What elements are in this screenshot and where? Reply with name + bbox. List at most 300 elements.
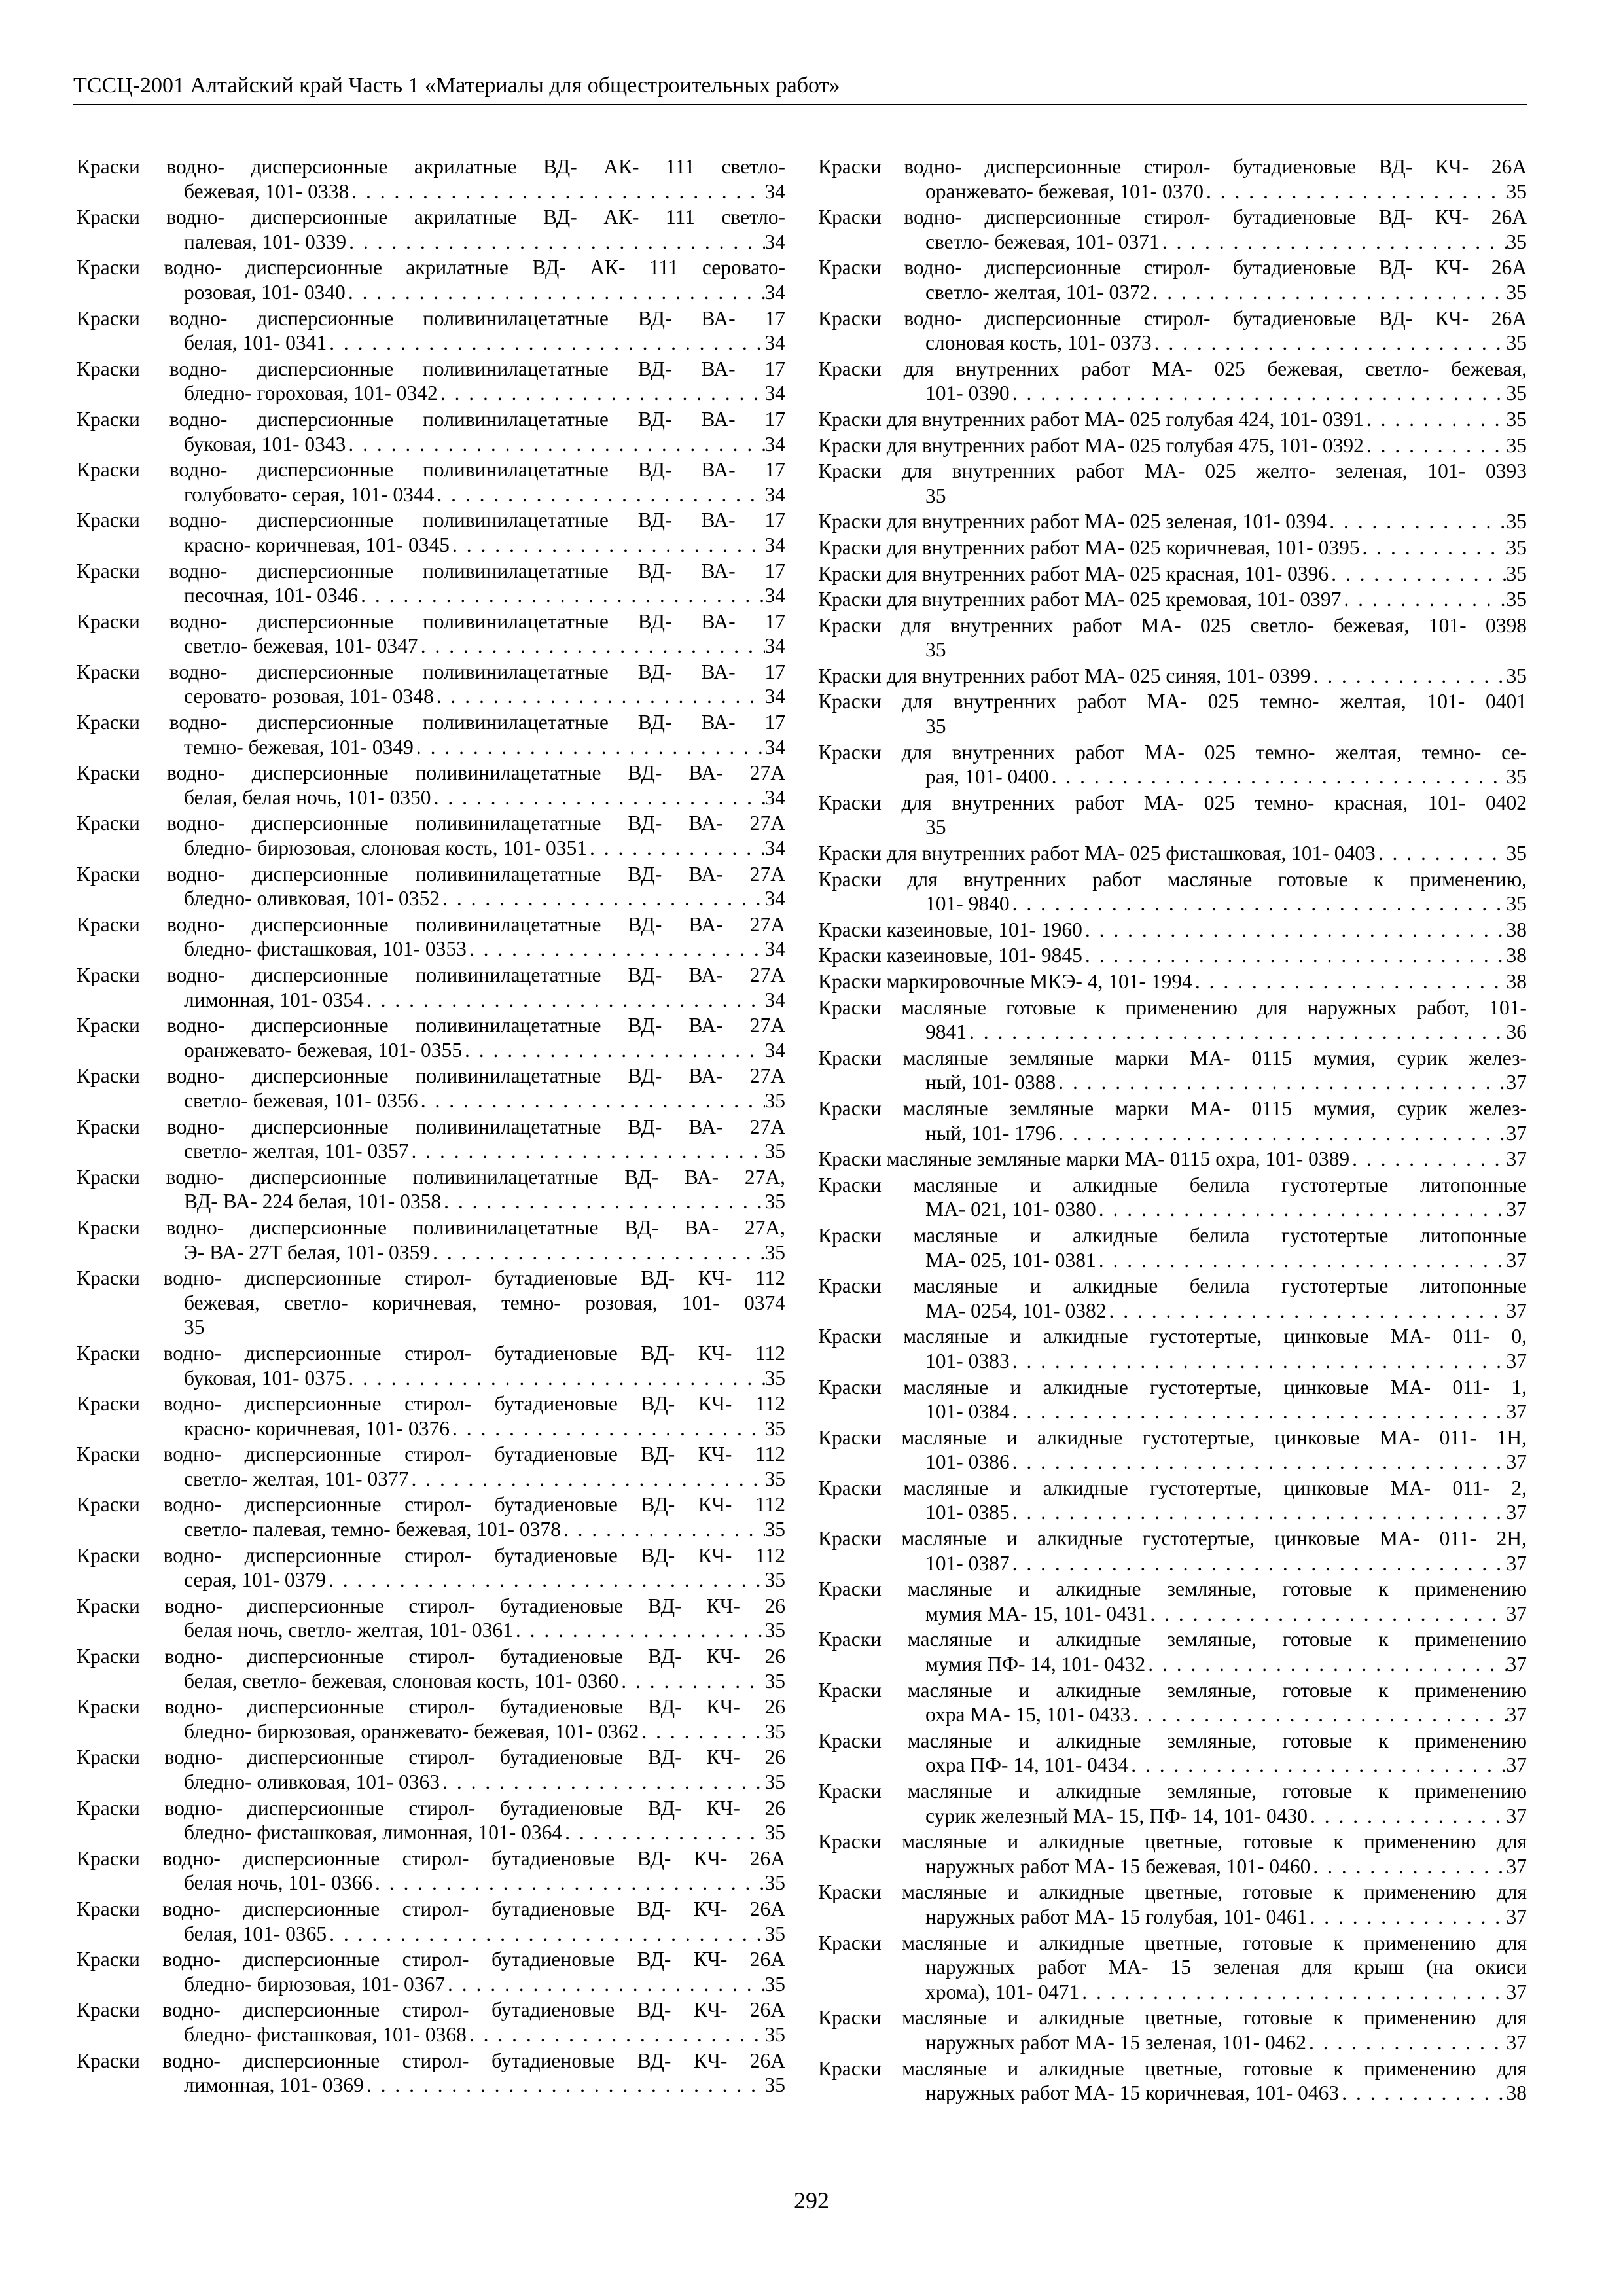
entry-text-line: Краски водно- дисперсионные поливинилацетатные ВД- ВА- 27А	[77, 1115, 785, 1138]
entry-text-line: Краски водно- дисперсионные стирол- бутадиеновые ВД- КЧ- 112	[77, 1266, 785, 1290]
entry-lead-line	[818, 1147, 1527, 1172]
index-entry	[818, 969, 1527, 994]
entry-text: МА- 021, 101- 0380	[925, 1198, 1096, 1221]
entry-text-line: Краски водно- дисперсионные поливинилацетатные ВД- ВА- 17	[77, 458, 785, 482]
entry-page-ref: 35	[764, 1139, 785, 1163]
entry-page-ref: 37	[1506, 1450, 1527, 1474]
entry-page-ref: 35	[764, 1366, 785, 1390]
entry-lead-line	[818, 1980, 1527, 2005]
entry-text: мумия ПФ- 14, 101- 0432	[925, 1653, 1146, 1676]
dot-leader	[430, 1240, 764, 1265]
entry-text: Краски для внутренних работ МА- 025 кремовая, 101- 0397	[818, 588, 1342, 611]
index-entry	[77, 154, 785, 204]
index-entry	[818, 459, 1527, 508]
entry-page-ref: 35	[1506, 562, 1527, 585]
index-entry	[818, 1829, 1527, 1878]
dot-leader	[1329, 562, 1506, 586]
dot-leader	[639, 1719, 764, 1744]
entry-page-ref: 37	[1506, 1299, 1527, 1322]
index-entry	[818, 664, 1527, 689]
entry-lead-line	[818, 1299, 1527, 1323]
index-entry	[77, 912, 785, 961]
entry-lead-line	[77, 1038, 785, 1063]
entry-lead-line	[77, 886, 785, 911]
dot-leader	[513, 1618, 765, 1643]
dot-leader	[349, 179, 764, 204]
entry-lead-line	[818, 1551, 1527, 1576]
entry-text: розовая, 101- 0340	[184, 280, 346, 304]
dot-leader	[1152, 331, 1507, 355]
entry-lead-line	[77, 1240, 785, 1265]
dot-leader	[445, 1972, 765, 1997]
entry-lead-line	[77, 1972, 785, 1997]
entry-page-ref: 37	[1506, 1071, 1527, 1094]
dot-leader	[346, 1366, 764, 1391]
dot-leader	[418, 634, 765, 658]
entry-page-ref: 35	[1506, 230, 1527, 253]
entry-text-line: Краски масляные и алкидные густотертые, цинковые МА- 011- 1,	[818, 1375, 1527, 1399]
entry-page-ref: 35	[764, 1669, 785, 1693]
entry-text-line: Краски водно- дисперсионные стирол- бутадиеновые ВД- КЧ- 26А	[77, 1998, 785, 2022]
entry-text: бледно- бирюзовая, оранжевато- бежевая, 101- 0362	[184, 1719, 639, 1743]
entry-text-line: Краски масляные и алкидные земляные, готовые к применению	[818, 1577, 1527, 1601]
entry-text-line: Краски водно- дисперсионные поливинилацетатные ВД- ВА- 17	[77, 660, 785, 683]
dot-leader	[1049, 764, 1507, 789]
index-entry	[818, 1729, 1527, 1778]
entry-text-line: Краски масляные и алкидные цветные, готовые к применению для	[818, 2056, 1527, 2080]
index-entry	[818, 1779, 1527, 1828]
entry-text-line: Краски масляные и алкидные белила густотертые литопонные	[818, 1223, 1527, 1247]
entry-page-ref: 35	[925, 484, 946, 507]
index-entry	[818, 1931, 1527, 2005]
entry-lead-line	[818, 2081, 1527, 2106]
entry-lead-line	[818, 969, 1527, 994]
entry-text-line: Краски для внутренних работ МА- 025 светло- бежевая, 101- 0398	[818, 613, 1527, 637]
entry-lead-line	[77, 583, 785, 608]
entry-lead-line	[818, 1248, 1527, 1273]
dot-leader	[440, 1770, 764, 1795]
entry-page-ref: 34	[764, 179, 785, 203]
entry-text: буковая, 101- 0375	[184, 1366, 346, 1390]
entry-text-line: Краски водно- дисперсионные стирол- бутадиеновые ВД- КЧ- 26А	[77, 1897, 785, 1920]
entry-text: белая, светло- бежевая, слоновая кость, 101- 0360	[184, 1669, 619, 1693]
dot-leader	[1079, 1980, 1506, 2005]
index-entry	[77, 1796, 785, 1845]
entry-page-ref: 37	[1506, 1147, 1527, 1171]
index-entry	[77, 1266, 785, 1340]
entry-lead-line	[77, 684, 785, 709]
entry-page-ref: 34	[764, 432, 785, 456]
entry-lead-line	[818, 179, 1527, 204]
entry-page-ref: 35	[1506, 510, 1527, 533]
dot-leader	[438, 381, 765, 406]
entry-lead-line	[77, 179, 785, 204]
entry-text-line: Краски водно- дисперсионные стирол- бутадиеновые ВД- КЧ- 26А	[77, 1948, 785, 1971]
entry-lead-line	[77, 735, 785, 760]
index-entry	[77, 306, 785, 355]
entry-text: Краски масляные земляные марки МА- 0115 охра, 101- 0389	[818, 1147, 1350, 1171]
entry-text-line: Краски масляные и алкидные цветные, готовые к применению для	[818, 1931, 1527, 1954]
entry-page-ref: 34	[764, 836, 785, 860]
entry-page-ref: 35	[1506, 535, 1527, 559]
dot-leader	[1010, 1349, 1507, 1374]
index-entry	[818, 613, 1527, 662]
entry-text: бледно- фисташковая, 101- 0368	[184, 2022, 467, 2046]
entry-page-ref: 34	[764, 735, 785, 759]
entry-text: 101- 0390	[925, 382, 1010, 405]
index-entry	[818, 791, 1527, 840]
entry-text: оранжевато- бежевая, 101- 0355	[184, 1038, 462, 1062]
entry-text: охра МА- 15, 101- 0433	[925, 1703, 1131, 1727]
dot-leader	[1150, 280, 1507, 305]
dot-leader	[1310, 664, 1506, 689]
entry-text-line: Краски водно- дисперсионные поливинилацетатные ВД- ВА- 27А	[77, 761, 785, 785]
entry-text: Краски для внутренних работ МА- 025 фисташковая, 101- 0403	[818, 842, 1376, 865]
entry-page-ref: 35	[1506, 433, 1527, 457]
entry-text: белая, 101- 0365	[184, 1922, 327, 1945]
entry-lead-line	[77, 331, 785, 355]
entry-page-ref: 34	[764, 634, 785, 658]
entry-page-ref: 34	[764, 785, 785, 809]
entry-text-line: Краски водно- дисперсионные акрилатные ВД- АК- 111 светло-	[77, 206, 785, 229]
entry-page-ref: 38	[1506, 970, 1527, 993]
entry-lead-line	[77, 1820, 785, 1845]
entry-text: красно- коричневая, 101- 0376	[184, 1416, 450, 1440]
entry-lead-line	[818, 1070, 1527, 1095]
index-entry	[77, 609, 785, 658]
entry-lead-line	[818, 331, 1527, 355]
entry-lead-line	[818, 1753, 1527, 1778]
dot-leader	[441, 1189, 764, 1214]
entry-page-ref: 38	[1506, 2081, 1527, 2105]
entry-lead-line	[77, 836, 785, 861]
entry-text-line: Краски водно- дисперсионные поливинилацетатные ВД- ВА- 27А,	[77, 1215, 785, 1239]
index-entry	[818, 1046, 1527, 1095]
entry-lead-line	[818, 1349, 1527, 1374]
entry-text-line: Краски масляные и алкидные земляные, готовые к применению	[818, 1678, 1527, 1702]
index-entry	[818, 1426, 1527, 1475]
entry-lead-line	[818, 841, 1527, 866]
entry-page-ref: 35	[764, 1568, 785, 1592]
index-entry	[818, 996, 1527, 1045]
entry-page-ref: 35	[764, 1821, 785, 1844]
entry-text-line: Краски масляные и алкидные густотертые, цинковые МА- 011- 0,	[818, 1325, 1527, 1348]
entry-text-line: Краски масляные готовые к применению для наружных работ, 101-	[818, 996, 1527, 1019]
index-entry	[818, 407, 1527, 432]
index-column-right	[818, 154, 1527, 2107]
entry-text-line: Краски водно- дисперсионные поливинилацетатные ВД- ВА- 17	[77, 306, 785, 330]
index-entry	[818, 1223, 1527, 1272]
entry-text-line: Краски водно- дисперсионные поливинилацетатные ВД- ВА- 27А,	[77, 1165, 785, 1189]
entry-page-ref: 37	[1506, 1551, 1527, 1575]
entry-text-line: Краски масляные и алкидные цветные, готовые к применению для	[818, 2006, 1527, 2030]
entry-page-ref: 35	[925, 715, 946, 738]
index-entry	[77, 2049, 785, 2098]
index-entry	[818, 1375, 1527, 1424]
entry-text-line: Краски для внутренних работ МА- 025 желто- зеленая, 101- 0393	[818, 459, 1527, 483]
dot-leader	[1082, 943, 1507, 968]
entry-text: серовато- розовая, 101- 0348	[184, 685, 434, 708]
entry-text: палевая, 101- 0339	[184, 230, 347, 253]
dot-leader	[418, 1088, 765, 1113]
entry-text-line: Краски масляные и алкидные земляные, готовые к применению	[818, 1628, 1527, 1651]
dot-leader	[1010, 1551, 1507, 1576]
dot-leader	[372, 1871, 764, 1895]
entry-page-ref: 37	[1506, 1501, 1527, 1524]
entry-text: Краски маркировочные МКЭ- 4, 101- 1994	[818, 970, 1192, 993]
entry-lead-line	[818, 2030, 1527, 2055]
entry-lead-line	[77, 432, 785, 457]
index-entry	[77, 1115, 785, 1164]
entry-text-line: Краски водно- дисперсионные поливинилацетатные ВД- ВА- 17	[77, 711, 785, 734]
entry-lead-line	[818, 1197, 1527, 1222]
entry-lead-line	[818, 535, 1527, 560]
index-entry	[77, 1745, 785, 1794]
index-entry	[818, 154, 1527, 204]
entry-text-line: Краски масляные и алкидные белила густотертые литопонные	[818, 1274, 1527, 1298]
entry-lead-line	[77, 1416, 785, 1441]
entry-lead-line	[77, 482, 785, 507]
entry-text: белая, белая ночь, 101- 0350	[184, 785, 431, 809]
entry-lead-line	[818, 280, 1527, 305]
dot-leader	[450, 533, 764, 558]
index-entry	[818, 1274, 1527, 1323]
entry-page-ref: 35	[1506, 331, 1527, 355]
entry-page-ref: 35	[764, 2073, 785, 2097]
entry-page-ref: 37	[1506, 1854, 1527, 1878]
entry-text-line: Краски для внутренних работ масляные готовые к применению,	[818, 867, 1527, 891]
entry-page-ref: 37	[1506, 1400, 1527, 1424]
entry-lead-line	[77, 937, 785, 961]
entry-page-ref: 35	[764, 1416, 785, 1440]
entry-page-ref: 37	[1506, 1653, 1527, 1676]
entry-page-ref: 35	[764, 1088, 785, 1112]
index-column-left	[77, 154, 785, 2099]
dot-leader	[1010, 381, 1507, 406]
entry-text: МА- 0254, 101- 0382	[925, 1299, 1107, 1322]
entry-lead-line	[818, 943, 1527, 968]
dot-leader	[434, 482, 764, 507]
dot-leader	[1339, 2081, 1506, 2106]
entry-text: бежевая, 101- 0338	[184, 179, 349, 203]
entry-text-line: бежевая, светло- коричневая, темно- розовая, 101- 0374	[184, 1291, 785, 1314]
entry-lead-line	[77, 988, 785, 1013]
entry-lead-line	[818, 509, 1527, 534]
entry-page-ref: 37	[1506, 1198, 1527, 1221]
entry-lead-line	[77, 1871, 785, 1895]
dot-leader	[1096, 1248, 1507, 1273]
entry-page-ref: 34	[764, 533, 785, 556]
entry-text-line: Краски масляные и алкидные густотертые, цинковые МА- 011- 1Н,	[818, 1426, 1527, 1449]
index-entry	[77, 508, 785, 557]
entry-lead-line	[77, 1366, 785, 1391]
dot-leader	[409, 1139, 765, 1164]
entry-text-line: Краски водно- дисперсионные стирол- бутадиеновые ВД- КЧ- 26А	[818, 256, 1527, 279]
dot-leader	[409, 1467, 765, 1492]
entry-page-ref: 35	[764, 1770, 785, 1793]
entry-lead-line	[77, 2022, 785, 2047]
entry-lead-line	[818, 1450, 1527, 1475]
entry-lead-line	[818, 918, 1527, 942]
entry-lead-line	[77, 1467, 785, 1492]
entry-text: светло- бежевая, 101- 0371	[925, 230, 1160, 253]
entry-page-ref: 37	[1506, 1248, 1527, 1272]
index-entry	[77, 357, 785, 406]
entry-text-line: Краски масляные и алкидные цветные, готовые к применению для	[818, 1830, 1527, 1854]
entry-text: 9841	[925, 1020, 967, 1044]
index-entry	[77, 1543, 785, 1592]
dot-leader	[434, 684, 765, 709]
dot-leader	[562, 1820, 764, 1845]
index-entry	[818, 1476, 1527, 1525]
entry-text: бледно- бирюзовая, слоновая кость, 101- 0351	[184, 836, 587, 860]
dot-leader	[1010, 891, 1507, 916]
entry-text-line: Краски водно- дисперсионные стирол- бутадиеновые ВД- КЧ- 26	[77, 1645, 785, 1668]
entry-text: 101- 0386	[925, 1450, 1010, 1474]
dot-leader	[1364, 433, 1507, 458]
entry-text: бледно- гороховая, 101- 0342	[184, 382, 438, 405]
entry-text: оранжевато- бежевая, 101- 0370	[925, 179, 1204, 203]
entry-page-ref: 38	[1506, 944, 1527, 967]
entry-text: Краски для внутренних работ МА- 025 голубая 475, 101- 0392	[818, 433, 1364, 457]
index-entry	[818, 255, 1527, 304]
entry-text-line: Краски водно- дисперсионные поливинилацетатные ВД- ВА- 27А	[77, 1014, 785, 1037]
dot-leader	[1376, 841, 1507, 866]
entry-page-ref: 35	[1506, 407, 1527, 431]
index-entry	[77, 660, 785, 709]
entry-text: лимонная, 101- 0369	[184, 2073, 364, 2097]
dot-leader	[364, 2073, 765, 2098]
entry-text-line: Краски масляные и алкидные белила густотертые литопонные	[818, 1173, 1527, 1196]
entry-text-line: Краски водно- дисперсионные стирол- бутадиеновые ВД- КЧ- 26А	[77, 1846, 785, 1870]
dot-leader	[1107, 1299, 1507, 1323]
entry-page-ref: 35	[764, 1922, 785, 1945]
entry-text: 101- 0384	[925, 1400, 1010, 1424]
entry-text-line: Краски водно- дисперсионные стирол- бутадиеновые ВД- КЧ- 26	[77, 1746, 785, 1769]
dot-leader	[327, 1922, 764, 1946]
entry-text: ВД- ВА- 224 белая, 101- 0358	[184, 1190, 442, 1213]
entry-lead-line	[77, 1568, 785, 1592]
entry-text: хрома), 101- 0471	[925, 1980, 1080, 2003]
entry-text-line: Краски водно- дисперсионные поливинилацетатные ВД- ВА- 17	[77, 609, 785, 633]
entry-page-ref: 35	[764, 1518, 785, 1541]
entry-text-line: Краски водно- дисперсионные поливинилацетатные ВД- ВА- 27А	[77, 1064, 785, 1088]
entry-page-ref: 37	[1506, 1905, 1527, 1928]
entry-text: наружных работ МА- 15 голубая, 101- 0461	[925, 1905, 1308, 1928]
entry-lead-line	[77, 785, 785, 810]
entry-lead-line	[818, 1804, 1527, 1829]
entry-text: ный, 101- 0388	[925, 1071, 1056, 1094]
entry-text-line: Краски масляные и алкидные земляные, готовые к применению	[818, 1729, 1527, 1752]
dot-leader	[1341, 587, 1506, 612]
entry-page-ref: 34	[764, 1038, 785, 1062]
entry-lead-line	[818, 1121, 1527, 1146]
entry-page-ref: 35	[925, 638, 946, 662]
entry-lead-line	[77, 381, 785, 406]
entry-page-ref: 35	[1506, 892, 1527, 916]
entry-text: 101- 0383	[925, 1349, 1010, 1372]
index-entry	[77, 1391, 785, 1441]
dot-leader	[326, 1568, 765, 1592]
entry-page-ref: 34	[764, 887, 785, 910]
entry-lead-line	[818, 407, 1527, 432]
entry-text: Краски казеиновые, 101- 1960	[818, 918, 1082, 941]
entry-text-line: Краски для внутренних работ МА- 025 темно- желтая, 101- 0401	[818, 690, 1527, 713]
dot-leader	[1082, 918, 1507, 942]
dot-leader	[1364, 407, 1507, 432]
dot-leader	[346, 280, 765, 305]
index-entry	[77, 1492, 785, 1541]
index-entry	[77, 710, 785, 759]
entry-text-line: Краски водно- дисперсионные стирол- бутадиеновые ВД- КЧ- 112	[77, 1493, 785, 1516]
index-entry	[818, 1627, 1527, 1676]
entry-page-ref: 34	[764, 685, 785, 708]
index-entry	[77, 761, 785, 810]
entry-text: Краски для внутренних работ МА- 025 коричневая, 101- 0395	[818, 535, 1360, 559]
dot-leader	[1010, 1450, 1507, 1475]
entry-page-ref: 34	[764, 937, 785, 961]
dot-leader	[358, 583, 764, 608]
entry-text-line: Краски водно- дисперсионные поливинилацетатные ВД- ВА- 27А	[77, 912, 785, 936]
entry-text: наружных работ МА- 15 коричневая, 101- 0463	[925, 2081, 1340, 2105]
entry-page-ref: 35	[1506, 280, 1527, 304]
entry-text-line: Краски водно- дисперсионные стирол- бутадиеновые ВД- КЧ- 26А	[818, 155, 1527, 178]
index-entry	[818, 689, 1527, 738]
index-entry	[818, 1324, 1527, 1373]
dot-leader	[1327, 509, 1506, 534]
index-entry	[77, 1013, 785, 1062]
entry-page-ref: 35	[764, 1190, 785, 1213]
dot-leader	[450, 1416, 764, 1441]
entry-text: белая ночь, 101- 0366	[184, 1871, 373, 1895]
index-entry	[818, 357, 1527, 406]
entry-page-ref: 37	[1506, 2030, 1527, 2054]
entry-text: Э- ВА- 27Т белая, 101- 0359	[184, 1240, 431, 1264]
dot-leader	[967, 1020, 1507, 1045]
index-entry	[77, 255, 785, 304]
entry-text: Краски для внутренних работ МА- 025 голубая 424, 101- 0391	[818, 407, 1364, 431]
entry-text: мумия МА- 15, 101- 0431	[925, 1602, 1148, 1625]
entry-text: темно- бежевая, 101- 0349	[184, 735, 414, 759]
entry-page-ref: 34	[764, 230, 785, 253]
index-entry	[77, 1947, 785, 1996]
entry-lead-line	[77, 230, 785, 255]
page-header: ТССЦ-2001 Алтайский край Часть 1 «Материалы для общестроительных работ»	[73, 69, 1527, 105]
entry-lead-line	[77, 1669, 785, 1694]
entry-page-ref: 37	[1506, 1804, 1527, 1827]
dot-leader	[1128, 1753, 1506, 1778]
entry-text-line: Краски водно- дисперсионные стирол- бутадиеновые ВД- КЧ- 26А	[77, 2049, 785, 2072]
entry-page-ref: 34	[764, 331, 785, 355]
entry-lead-line	[77, 1088, 785, 1113]
index-entry	[818, 433, 1527, 458]
entry-text: серая, 101- 0379	[184, 1568, 326, 1592]
entry-text-line: Краски для внутренних работ МА- 025 темно- желтая, темно- се-	[818, 740, 1527, 764]
entry-text: Краски для внутренних работ МА- 025 зеленая, 101- 0394	[818, 510, 1327, 533]
dot-leader	[440, 886, 764, 911]
entry-lead-line	[818, 562, 1527, 586]
entry-page-ref: 34	[764, 482, 785, 506]
entry-lead-line	[77, 1139, 785, 1164]
index-entry	[818, 1096, 1527, 1145]
entry-page-ref: 35	[764, 1240, 785, 1264]
dot-leader	[1010, 1500, 1507, 1525]
entry-page-ref: 37	[1506, 1121, 1527, 1145]
entry-text-line: Краски водно- дисперсионные поливинилацетатные ВД- ВА- 17	[77, 357, 785, 380]
entry-page-ref: 34	[764, 280, 785, 304]
entry-text-line: наружных работ МА- 15 зеленая для крыш (на окиси	[925, 1956, 1527, 1979]
entry-text-line: Краски водно- дисперсионные стирол- бутадиеновые ВД- КЧ- 112	[77, 1443, 785, 1466]
